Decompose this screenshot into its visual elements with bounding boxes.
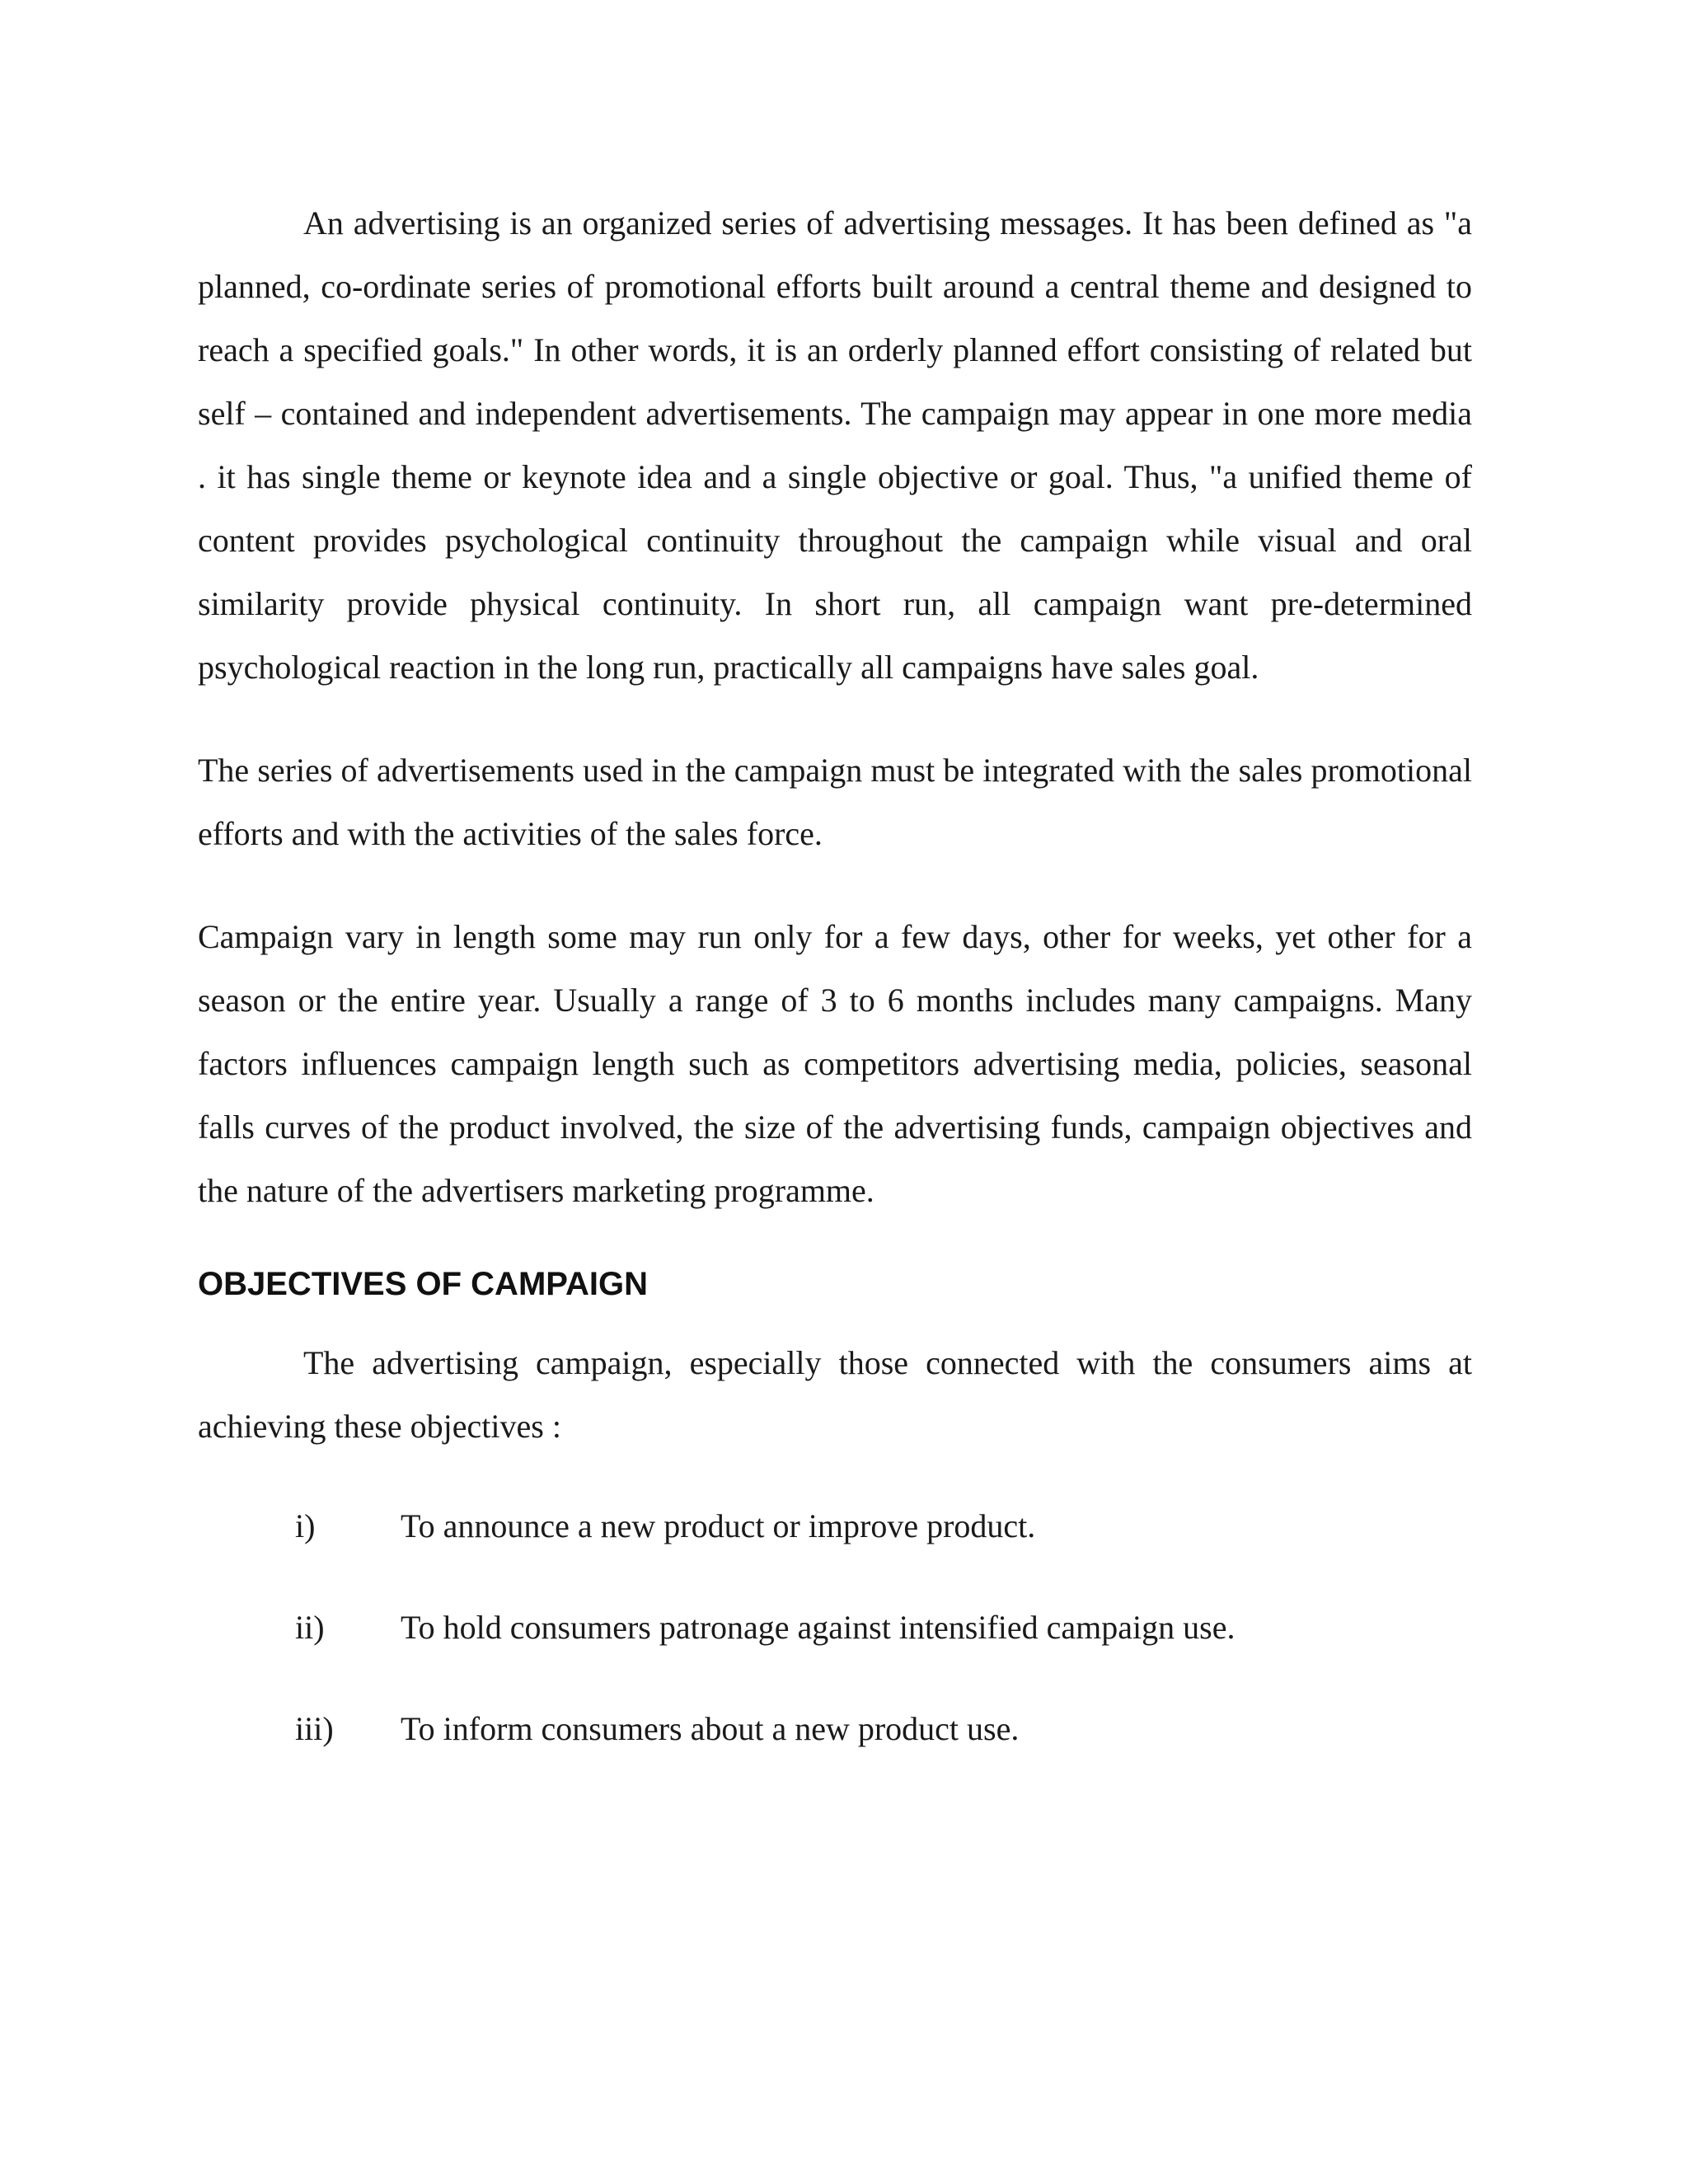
list-item — [198, 1494, 1472, 1596]
list-item — [198, 1697, 1472, 1798]
list-item-text: To announce a new product or improve product. — [401, 1507, 1036, 1544]
document-body — [198, 191, 1472, 1798]
paragraph-campaign-length: Campaign vary in length some may run only for a few days, other for weeks, yet other for a season or the entire year. Usually a range of 3 to 6 months includes many campaigns. Many factors influences campaign length such as competitors advertising media, policies, seasonal falls curves of the product involved, the size of the advertising funds, campaign objectives and the nature of the advertisers marketing programme. — [198, 918, 1472, 1209]
section-heading-objectives: OBJECTIVES OF CAMPAIGN — [198, 1266, 648, 1302]
list-item-marker: iii) — [295, 1710, 334, 1747]
list-item-text: To hold consumers patronage against intensified campaign use. — [401, 1609, 1236, 1646]
list-item-text: To inform consumers about a new product use. — [401, 1710, 1020, 1747]
list-item — [198, 1596, 1472, 1697]
list-item-marker: i) — [295, 1507, 316, 1544]
list-item-marker: ii) — [295, 1609, 325, 1646]
paragraph-campaign-integration: The series of advertisements used in the campaign must be integrated with the sales promotional efforts and with the activities of the sales force. — [198, 752, 1472, 852]
paragraph-campaign-definition: An advertising is an organized series of advertising messages. It has been defined as "a planned, co-ordinate series of promotional efforts built around a central theme and designed to reach a specified goals." In other words, it is an orderly planned effort consisting of related but self – contained and independent advertisements. The campaign may appear in one more media . it has single theme or keynote idea and a single objective or goal. Thus, "a unified theme of content provides psychological continuity throughout the campaign while visual and oral similarity provide physical continuity. In short run, all campaign want pre-determined psychological reaction in the long run, practically all campaigns have sales goal. — [198, 204, 1472, 686]
objectives-list — [198, 1494, 1472, 1798]
paragraph-objectives-intro: The advertising campaign, especially those connected with the consumers aims at achieving these objectives : — [198, 1344, 1472, 1445]
